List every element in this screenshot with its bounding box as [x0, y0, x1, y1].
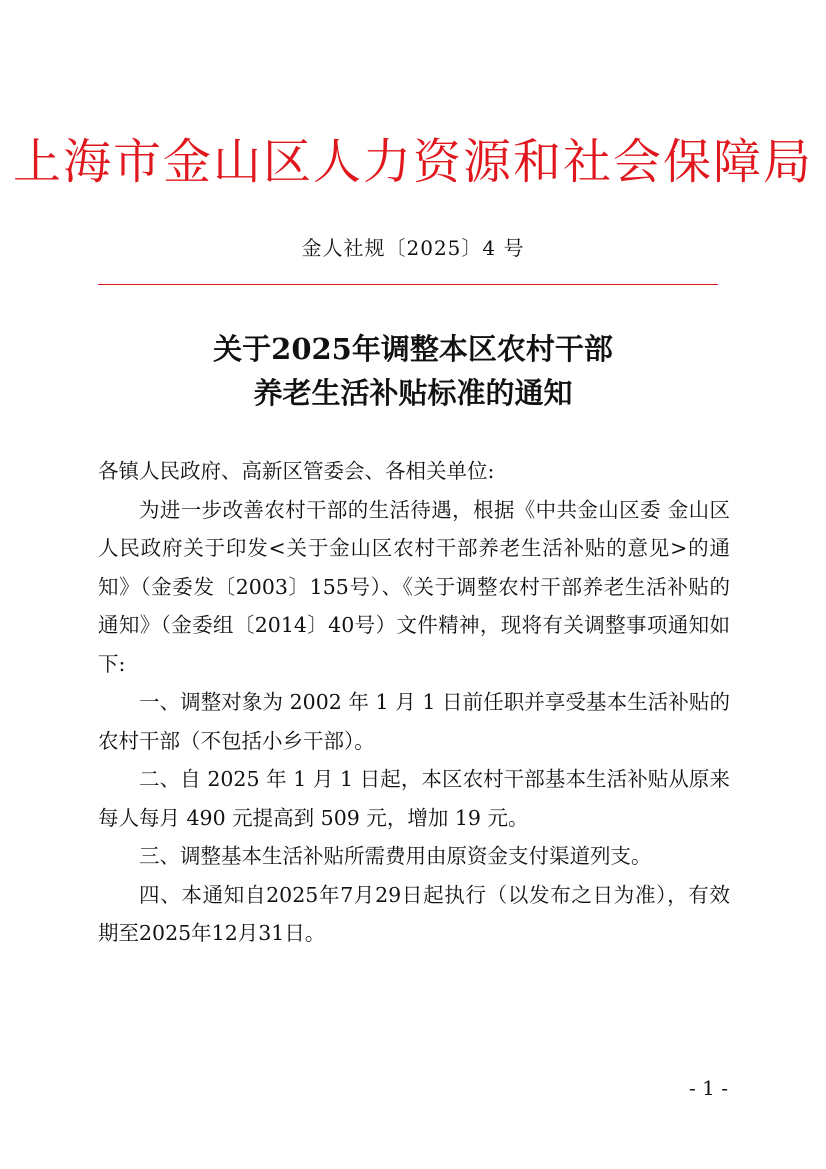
paragraph-item-3: 三、调整基本生活补贴所需费用由原资金支付渠道列支。 — [139, 844, 652, 868]
paragraph-item-1: 一、调整对象为 2002 年 1 月 1 日前任职并享受基本生活补贴的农村干部（不包括小乡干部）。 — [98, 690, 730, 753]
paragraph-item-2: 二、自 2025 年 1 月 1 日起，本区农村干部基本生活补贴从原来每人每月 490 元提高到 509 元，增加 19 元。 — [98, 767, 730, 830]
document-title — [0, 327, 826, 415]
salutation: 各镇人民政府、高新区管委会、各相关单位: — [98, 459, 495, 483]
document-number: 金人社规〔2025〕4 号 — [301, 236, 525, 260]
paragraph-basis: 为进一步改善农村干部的生活待遇，根据《中共金山区委 金山区人民政府关于印发<关于金山区农村干部养老生活补贴的意见>的通知》（金委发〔2003〕155号）、《关于调整农村干部养老生活补贴的通知》（金委组〔2014〕40号）文件精神，现将有关调整事项通知如下: — [98, 497, 730, 676]
title-line-1: 关于2025年调整本区农村干部 — [213, 332, 613, 366]
issuing-organization: 上海市金山区人力资源和社会保障局 — [12, 134, 813, 190]
title-line-2: 养老生活补贴标准的通知 — [253, 376, 573, 410]
document-body — [98, 452, 730, 953]
red-divider-line — [98, 284, 718, 285]
page-number: - 1 - — [689, 1076, 728, 1100]
paragraph-item-4: 四、本通知自2025年7月29日起执行（以发布之日为准），有效期至2025年12月31日。 — [98, 882, 730, 945]
